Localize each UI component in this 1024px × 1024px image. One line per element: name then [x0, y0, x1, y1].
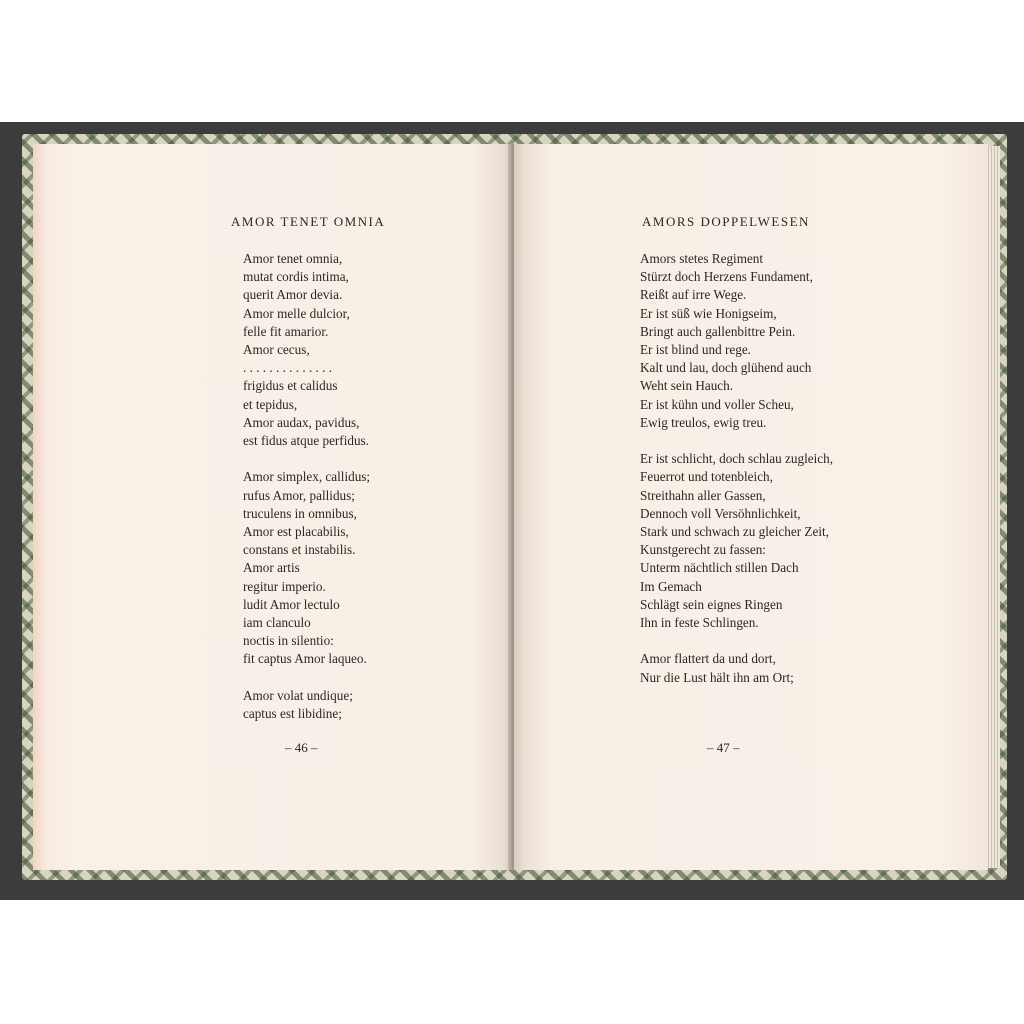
left-page	[33, 144, 512, 870]
verse-line: Amor volat undique;	[243, 687, 353, 703]
verse-line: Er ist kühn und voller Scheu,	[640, 396, 794, 412]
verse-line: felle fit amarior.	[243, 323, 329, 339]
page-edges	[986, 146, 1000, 868]
verse-line: noctis in silentio:	[243, 633, 334, 649]
verse-line: Feuerrot und totenbleich,	[640, 469, 773, 485]
verse-line: constans et instabilis.	[243, 542, 356, 558]
right-page	[514, 144, 988, 870]
poem-title: AMORS DOPPELWESEN	[642, 214, 810, 229]
verse-line: Reißt auf irre Wege.	[640, 287, 747, 303]
verse-line: iam clanculo	[243, 615, 311, 631]
verse-line: Amors stetes Regiment	[640, 251, 764, 266]
stanza	[243, 468, 370, 668]
verse-line: frigidus et calidus	[243, 378, 338, 394]
verse-line: Amor est placabilis,	[243, 524, 349, 540]
verse-line: captus est libidine;	[243, 706, 342, 722]
verse-line: Kalt und lau, doch glühend auch	[640, 360, 812, 376]
verse-line: Er ist schlicht, doch schlau zugleich,	[640, 451, 833, 467]
verse-line: Stark und schwach zu gleicher Zeit,	[640, 524, 829, 540]
verse-line: Er ist blind und rege.	[640, 342, 751, 358]
verse-line: Ewig treulos, ewig treu.	[640, 414, 767, 430]
verse-line: Ihn in feste Schlingen.	[640, 615, 759, 631]
verse-line: Im Gemach	[640, 578, 702, 594]
verse-line: truculens in omnibus,	[243, 505, 357, 521]
verse-line: Streithahn aller Gassen,	[640, 487, 766, 503]
verse-line: Amor tenet omnia,	[243, 251, 343, 266]
poem-body	[243, 250, 370, 723]
verse-line: Kunstgerecht zu fassen:	[640, 542, 766, 558]
verse-line: Dennoch voll Versöhnlichkeit,	[640, 505, 801, 521]
verse-line: Amor cecus,	[243, 342, 310, 358]
poem-title: AMOR TENET OMNIA	[231, 214, 386, 229]
verse-line: Stürzt doch Herzens Fundament,	[640, 269, 813, 285]
verse-line: mutat cordis intima,	[243, 269, 349, 285]
stanza	[640, 650, 833, 686]
verse-line: Amor artis	[243, 560, 300, 576]
verse-line: Unterm nächtlich stillen Dach	[640, 560, 799, 576]
page-number: – 46 –	[285, 740, 318, 755]
verse-line: Amor melle dulcior,	[243, 305, 350, 321]
verse-line: est fidus atque perfidus.	[243, 433, 369, 449]
verse-line: et tepidus,	[243, 396, 298, 412]
verse-line: . . . . . . . . . . . . . .	[243, 360, 333, 376]
verse-line: fit captus Amor laqueo.	[243, 651, 367, 667]
verse-line: Amor flattert da und dort,	[640, 651, 776, 667]
verse-line: regitur imperio.	[243, 578, 326, 594]
verse-line: Amor simplex, callidus;	[243, 469, 371, 485]
verse-line: Bringt auch gallenbittre Pein.	[640, 323, 796, 339]
page-number: – 47 –	[707, 740, 740, 755]
stanza	[243, 687, 370, 723]
stanza	[640, 450, 833, 632]
verse-line: querit Amor devia.	[243, 287, 343, 303]
stanza	[640, 250, 833, 432]
verse-line: ludit Amor lectulo	[243, 596, 340, 612]
poem-body	[640, 250, 833, 687]
stanza	[243, 250, 370, 450]
verse-line: Schlägt sein eignes Ringen	[640, 596, 783, 612]
verse-line: Weht sein Hauch.	[640, 378, 734, 394]
verse-line: Nur die Lust hält ihn am Ort;	[640, 669, 794, 685]
verse-line: Amor audax, pavidus,	[243, 414, 360, 430]
verse-line: rufus Amor, pallidus;	[243, 487, 355, 503]
verse-line: Er ist süß wie Honigseim,	[640, 305, 777, 321]
